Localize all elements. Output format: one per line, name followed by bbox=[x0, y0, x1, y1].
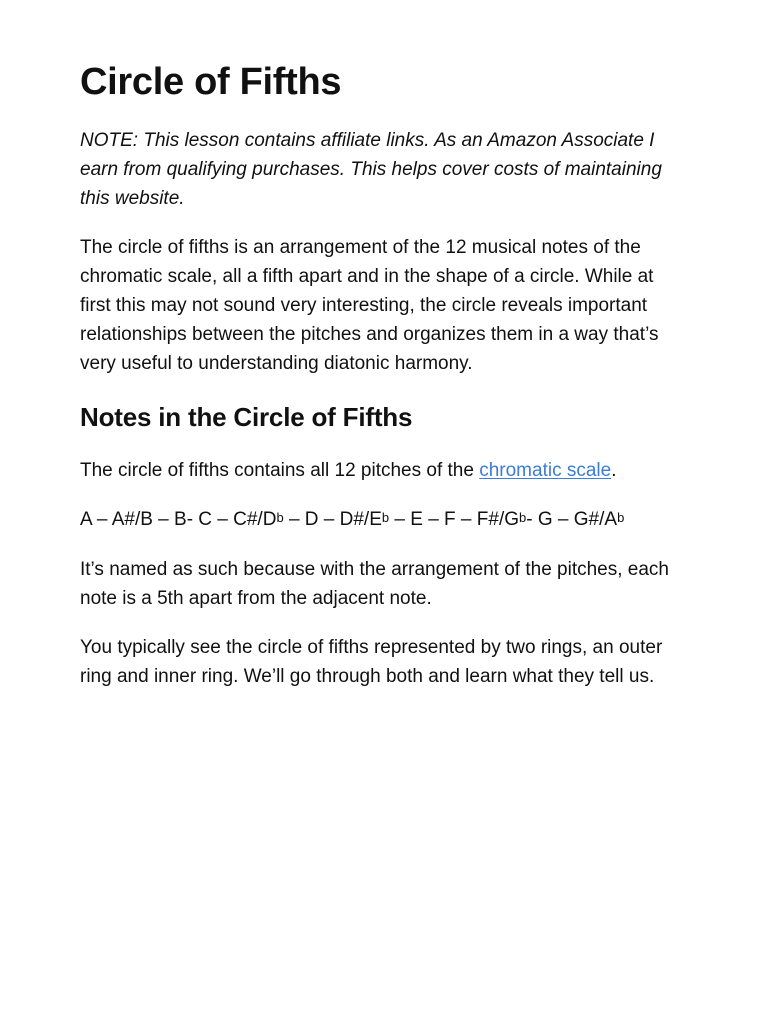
notes-run: – D – D#/E bbox=[283, 509, 382, 530]
flat-sign: b bbox=[617, 510, 625, 525]
chromatic-scale-link[interactable]: chromatic scale bbox=[479, 460, 612, 481]
flat-sign: b bbox=[276, 510, 284, 525]
intro-paragraph: The circle of fifths is an arrangement of the 12 musical notes of the chromatic scale, all a fifth apart and in the shape of a circle. While at first this may not sound very interesting, the circle reveals important relationships between the pitches and organizes them in a way that’s very useful to understanding diatonic harmony. bbox=[80, 237, 659, 374]
notes-run: A – A#/B – B- C – C#/D bbox=[80, 509, 277, 530]
affiliate-note: NOTE: This lesson contains affiliate links. As an Amazon Associate I earn from qualifying purchases. This helps cover costs of maintaining this website. bbox=[80, 130, 662, 209]
chromatic-text-before: The circle of fifths contains all 12 pitches of the bbox=[80, 460, 480, 481]
chromatic-paragraph bbox=[80, 456, 688, 485]
flat-sign: b bbox=[381, 510, 390, 525]
notes-run: – E – F – F#/G bbox=[389, 509, 520, 530]
notes-sequence bbox=[80, 505, 688, 535]
named-paragraph: It’s named as such because with the arrangement of the pitches, each note is a 5th apart from the adjacent note. bbox=[80, 559, 669, 609]
section-heading-notes: Notes in the Circle of Fifths bbox=[80, 402, 413, 432]
rings-paragraph: You typically see the circle of fifths represented by two rings, an outer ring and inner ring. We’ll go through both and learn what they tell us. bbox=[80, 637, 663, 687]
page-title: Circle of Fifths bbox=[80, 61, 342, 103]
notes-run: - G – G#/A bbox=[526, 509, 618, 530]
chromatic-text-after: . bbox=[611, 460, 617, 481]
flat-sign: b bbox=[519, 510, 527, 525]
